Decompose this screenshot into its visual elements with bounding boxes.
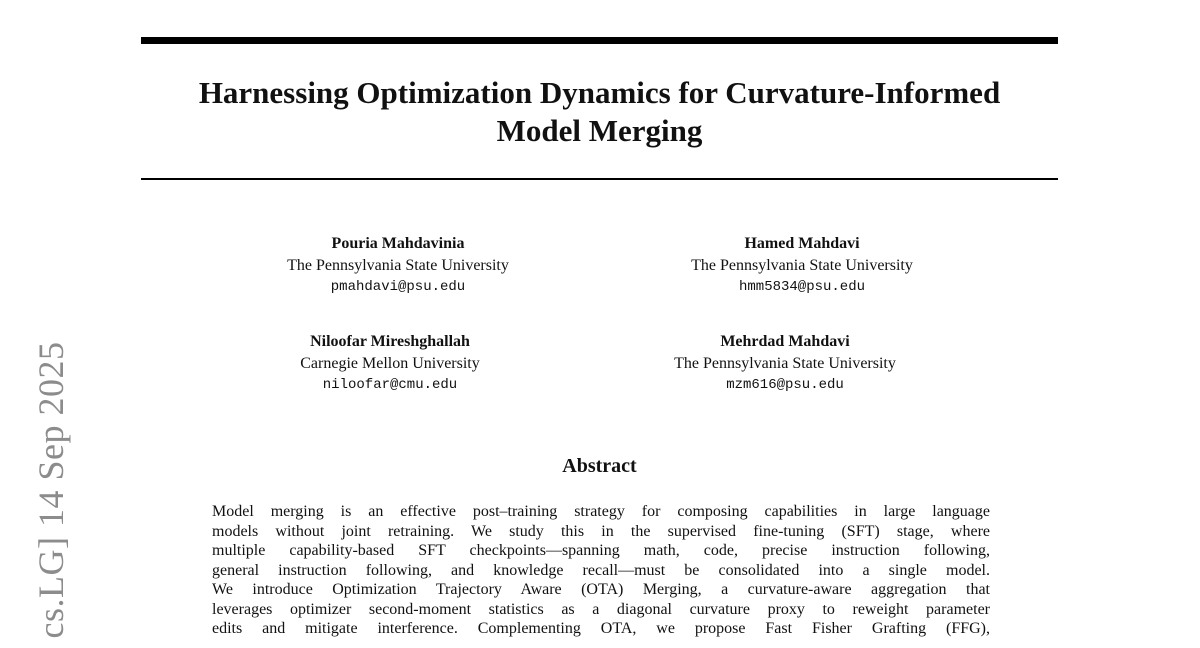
author-affiliation: The Pennsylvania State University [287, 257, 509, 274]
paper-title-line-1: Harnessing Optimization Dynamics for Curvature-Informed [198, 75, 1001, 110]
author-affiliation: Carnegie Mellon University [300, 355, 480, 372]
author-affiliation: The Pennsylvania State University [691, 257, 913, 274]
author-name: Niloofar Mireshghallah [310, 333, 470, 350]
arxiv-side-stamp: cs.LG] 14 Sep 2025 [31, 341, 71, 639]
abstract-line: We introduce Optimization Trajectory Aware (OTA) Merging, a curvature-aware aggregation that [212, 581, 990, 598]
abstract-line: leverages optimizer second-moment statistics as a diagonal curvature proxy to reweight parameter [212, 600, 990, 618]
author-block [625, 331, 945, 396]
abstract-line: models without joint retraining. We study this in the supervised fine-tuning (SFT) stage, where [212, 522, 990, 540]
author-affiliation: The Pennsylvania State University [674, 355, 896, 372]
author-name: Mehrdad Mahdavi [720, 333, 850, 350]
abstract-heading: Abstract [562, 455, 637, 477]
author-email: niloofar@cmu.edu [322, 377, 458, 393]
author-email: hmm5834@psu.edu [738, 279, 866, 295]
abstract-body [212, 502, 990, 639]
abstract-line: Model merging is an effective post–training strategy for composing capabilities in large language [212, 503, 990, 520]
author-name: Pouria Mahdavinia [331, 235, 465, 252]
abstract-line: general instruction following, and knowledge recall—must be consolidated into a single model. [212, 561, 990, 579]
paper-title [141, 74, 1058, 150]
author-block [642, 233, 962, 298]
author-block [238, 233, 558, 298]
abstract-line: multiple capability-based SFT checkpoints—spanning math, code, precise instruction following, [212, 542, 990, 559]
author-email: mzm616@psu.edu [726, 377, 844, 393]
paper-title-line-2: Model Merging [496, 113, 703, 148]
abstract-line: edits and mitigate interference. Complementing OTA, we propose Fast Fisher Grafting (FFG), [212, 620, 990, 637]
title-top-rule [141, 37, 1058, 44]
author-block [230, 331, 550, 396]
author-email: pmahdavi@psu.edu [330, 279, 466, 295]
author-name: Hamed Mahdavi [744, 235, 860, 252]
title-bottom-rule [141, 178, 1058, 180]
